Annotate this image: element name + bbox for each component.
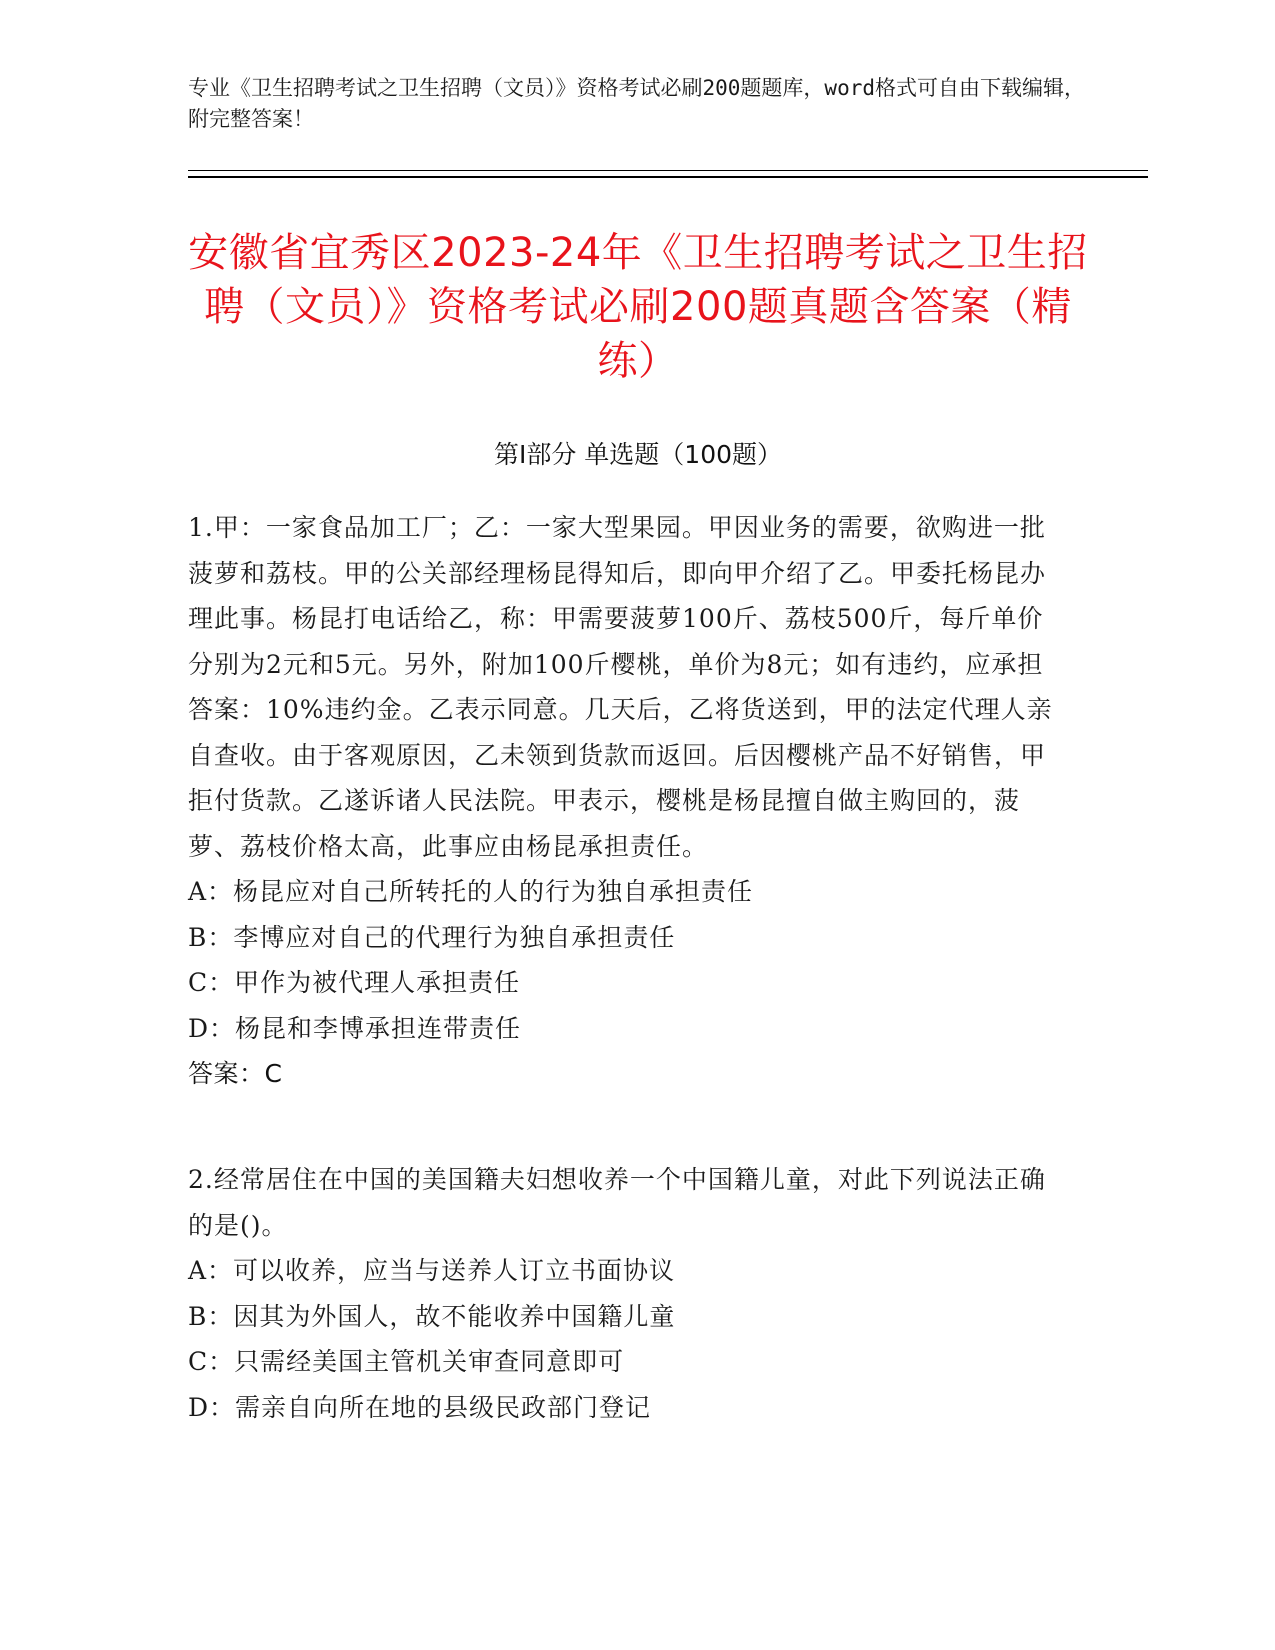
header-note: 专业《卫生招聘考试之卫生招聘（文员）》资格考试必刷200题题库，word格式可自由下载编辑，附完整答案！ xyxy=(188,76,1085,131)
question-stem: 1.甲：一家食品加工厂；乙：一家大型果园。甲因业务的需要，欲购进一批菠萝和荔枝。甲的公关部经理杨昆得知后，即向甲介绍了乙。甲委托杨昆办理此事。杨昆打电话给乙，称：甲需要菠萝100斤、荔枝500斤，每斤单价分别为2元和5元。另外，附加100斤樱桃，单价为8元；如有违约，应承担答案：10%违约金。乙表示同意。几天后，乙将货送到，甲的法定代理人亲自查收。由于客观原因，乙未领到货款而返回。后因樱桃产品不好销售，甲拒付货款。乙遂诉诸人民法院。甲表示，樱桃是杨昆擅自做主购回的，菠萝、荔枝价格太高，此事应由杨昆承担责任。 xyxy=(188,513,1053,861)
answer: 答案：C xyxy=(188,1059,283,1088)
option-d: D：杨昆和李博承担连带责任 xyxy=(188,1013,522,1043)
question-1 xyxy=(188,505,1068,1096)
section-heading: 第Ⅰ部分 单选题（100题） xyxy=(493,440,783,469)
header-rule-thin xyxy=(188,170,1148,171)
option-d: D：需亲自向所在地的县级民政部门登记 xyxy=(188,1392,652,1422)
option-b: B：因其为外国人，故不能收养中国籍儿童 xyxy=(188,1301,676,1331)
option-b: B：李博应对自己的代理行为独自承担责任 xyxy=(188,922,676,952)
header-rule-thick xyxy=(188,176,1148,178)
option-a: A：杨昆应对自己所转托的人的行为独自承担责任 xyxy=(188,877,754,906)
option-c: C：只需经美国主管机关审查同意即可 xyxy=(188,1347,625,1376)
document-title: 安徽省宜秀区2023-24年《卫生招聘考试之卫生招聘（文员）》资格考试必刷200题真题含答案（精练） xyxy=(188,230,1088,384)
option-a: A：可以收养，应当与送养人订立书面协议 xyxy=(188,1256,676,1285)
question-2 xyxy=(188,1157,1068,1430)
option-c: C：甲作为被代理人承担责任 xyxy=(188,968,521,997)
question-stem: 2.经常居住在中国的美国籍夫妇想收养一个中国籍儿童，对此下列说法正确的是()。 xyxy=(188,1165,1046,1240)
